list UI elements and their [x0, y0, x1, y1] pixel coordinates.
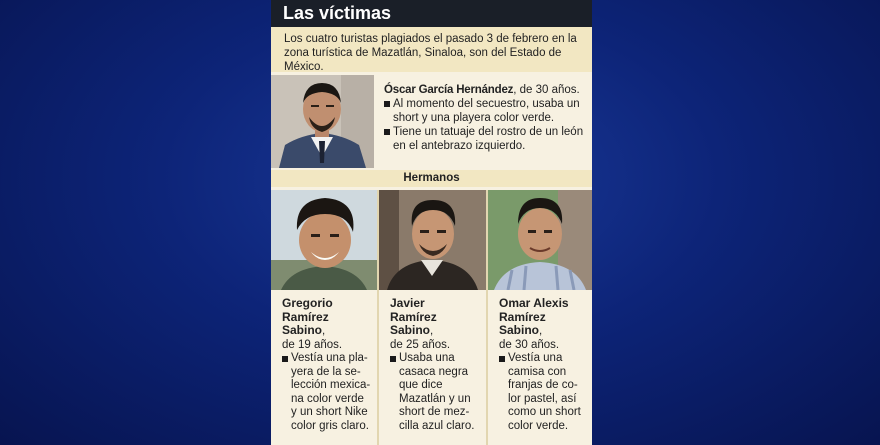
brother-name: Javier [390, 296, 425, 310]
brother-age: de 19 años. [282, 338, 343, 351]
brother-detail: color verde. [508, 419, 569, 432]
brother-age: de 30 años. [499, 338, 560, 351]
gregorio-photo [271, 190, 377, 290]
card-title: Las víctimas [271, 0, 592, 27]
brother-detail: lor pastel, así [508, 392, 577, 405]
brother-detail: Vestía una pla- [282, 352, 371, 366]
oscar-age: , de 30 años. [513, 84, 580, 96]
oscar-photo [271, 75, 374, 168]
javier-photo [379, 190, 486, 290]
brother-detail: short de mez- [399, 406, 470, 418]
brother-detail: casaca negra [399, 365, 469, 378]
section-label: Hermanos [271, 170, 592, 187]
brother-detail: na color verde [291, 392, 364, 405]
brother-name: Sabino [390, 323, 431, 337]
brother-detail: color gris claro. [291, 419, 369, 432]
brother-name: Gregorio [282, 296, 333, 310]
brother-detail: Usaba una [390, 352, 480, 366]
brother-omar: Omar Alexis Ramírez Sabino, de 30 años. Vestía una camisa con franjas de co- lor pastel, así como un short color verde. [488, 190, 592, 445]
brother-name: Sabino [499, 323, 540, 337]
brother-name: Omar Alexis [499, 296, 569, 310]
brother-name: Ramírez [390, 309, 437, 324]
brother-detail: franjas de co- [508, 379, 578, 391]
brother-detail: cilla azul claro. [399, 419, 475, 432]
brother-detail: Mazatlán y un [399, 392, 471, 405]
brother-age: de 25 años. [390, 338, 451, 351]
brother-detail: yera de la se- [291, 365, 361, 378]
oscar-detail: Al momento del secuestro, usaba un short y una playera color verde. [384, 97, 584, 125]
brother-detail: que dice [399, 379, 443, 391]
brother-detail: camisa con [508, 365, 567, 378]
brother-name: Sabino [282, 323, 323, 337]
omar-photo [488, 190, 592, 290]
brother-detail: y un short Nike [291, 406, 368, 418]
brother-name: Ramírez [499, 309, 546, 324]
victim-oscar [271, 75, 592, 170]
brother-detail: como un short [508, 406, 581, 418]
oscar-name: Óscar García Hernández [384, 84, 514, 96]
brother-detail: Vestía una [499, 352, 586, 366]
victims-card [271, 0, 592, 445]
brother-name: Ramírez [282, 309, 329, 324]
oscar-info [384, 83, 584, 153]
brother-detail: lección mexica- [291, 379, 371, 391]
brother-javier: Javier Ramírez Sabino, de 25 años. Usaba una casaca negra que dice Mazatlán y un short de mez- cilla azul claro. [379, 190, 486, 445]
oscar-detail: Tiene un tatuaje del rostro de un león en el antebrazo izquierdo. [384, 125, 584, 153]
brother-gregorio: Gregorio Ramírez Sabino, de 19 años. Vestía una pla- yera de la se- lección mexica- na color verde y un short Nike color gris claro. [271, 190, 377, 445]
intro-text: Los cuatro turistas plagiados el pasado 3 de febrero en la zona turística de Mazatlán, Sinaloa, son del Estado de México. [271, 27, 592, 72]
